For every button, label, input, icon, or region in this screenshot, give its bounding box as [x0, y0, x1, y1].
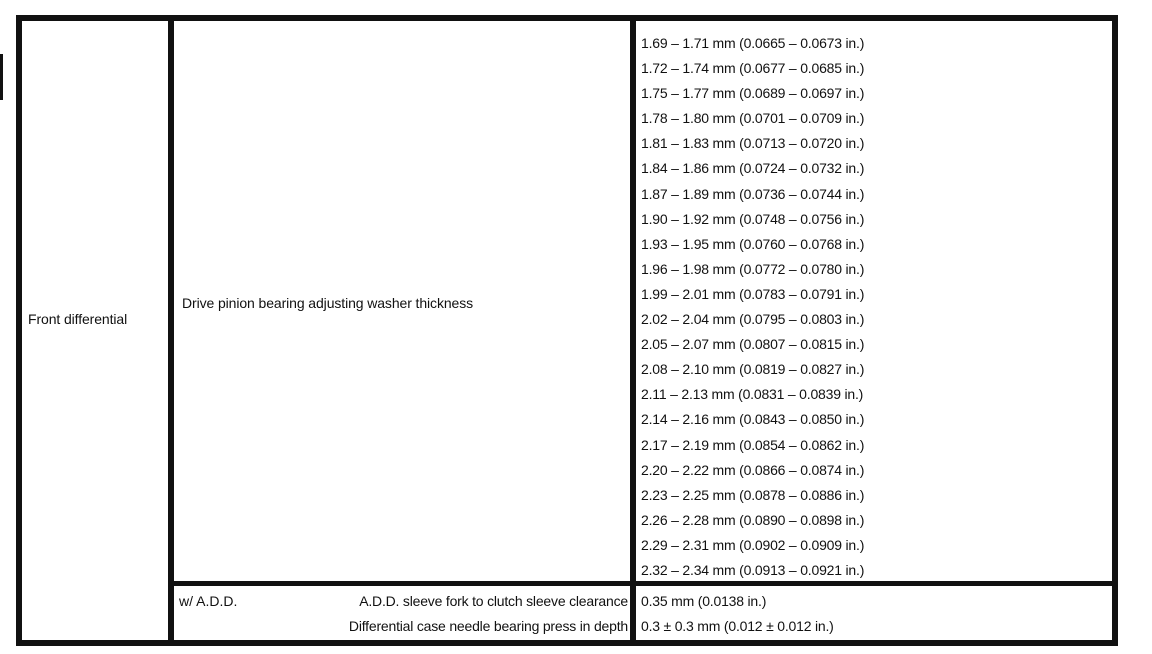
list-item: 2.32 – 2.34 mm (0.0913 – 0.0921 in.) [641, 561, 865, 578]
list-item: 1.81 – 1.83 mm (0.0713 – 0.0720 in.) [641, 135, 865, 152]
column-divider [168, 21, 174, 640]
list-item: 2.20 – 2.22 mm (0.0866 – 0.0874 in.) [641, 461, 865, 478]
list-item: 1.99 – 2.01 mm (0.0783 – 0.0791 in.) [641, 285, 865, 302]
list-item: 2.29 – 2.31 mm (0.0902 – 0.0909 in.) [641, 536, 865, 553]
list-item: 1.87 – 1.89 mm (0.0736 – 0.0744 in.) [641, 185, 865, 202]
list-item: 1.75 – 1.77 mm (0.0689 – 0.0697 in.) [641, 85, 865, 102]
list-item: 2.05 – 2.07 mm (0.0807 – 0.0815 in.) [641, 336, 865, 353]
list-item: 2.02 – 2.04 mm (0.0795 – 0.0803 in.) [641, 311, 865, 328]
margin-mark [0, 54, 3, 100]
list-item: 1.96 – 1.98 mm (0.0772 – 0.0780 in.) [641, 260, 865, 277]
needle-bearing-depth-value: 0.3 ± 0.3 mm (0.012 ± 0.012 in.) [641, 618, 834, 634]
item-label: Drive pinion bearing adjusting washer thickness [182, 295, 474, 311]
list-item: 1.93 – 1.95 mm (0.0760 – 0.0768 in.) [641, 235, 865, 252]
list-item: 2.23 – 2.25 mm (0.0878 – 0.0886 in.) [641, 486, 865, 503]
add-sleeve-clearance-label: A.D.D. sleeve fork to clutch sleeve clearance [359, 593, 628, 609]
list-item: 2.08 – 2.10 mm (0.0819 – 0.0827 in.) [641, 361, 865, 378]
list-item: 2.14 – 2.16 mm (0.0843 – 0.0850 in.) [641, 411, 865, 428]
list-item: 1.72 – 1.74 mm (0.0677 – 0.0685 in.) [641, 60, 865, 77]
list-item: 2.11 – 2.13 mm (0.0831 – 0.0839 in.) [641, 386, 864, 403]
spec-table [16, 15, 1118, 646]
washer-thickness-list [641, 31, 864, 583]
section-label: Front differential [28, 311, 128, 327]
list-item: 1.78 – 1.80 mm (0.0701 – 0.0709 in.) [641, 110, 865, 127]
add-condition-label: w/ A.D.D. [179, 593, 238, 609]
list-item: 1.90 – 1.92 mm (0.0748 – 0.0756 in.) [641, 210, 865, 227]
list-item: 1.69 – 1.71 mm (0.0665 – 0.0673 in.) [641, 35, 865, 51]
needle-bearing-depth-label: Differential case needle bearing press in depth [348, 618, 628, 634]
list-item: 2.26 – 2.28 mm (0.0890 – 0.0898 in.) [641, 511, 865, 528]
add-sleeve-clearance-value: 0.35 mm (0.0138 in.) [641, 593, 767, 609]
column-divider [630, 21, 636, 640]
list-item: 1.84 – 1.86 mm (0.0724 – 0.0732 in.) [641, 160, 865, 177]
list-item: 2.17 – 2.19 mm (0.0854 – 0.0862 in.) [641, 436, 865, 453]
